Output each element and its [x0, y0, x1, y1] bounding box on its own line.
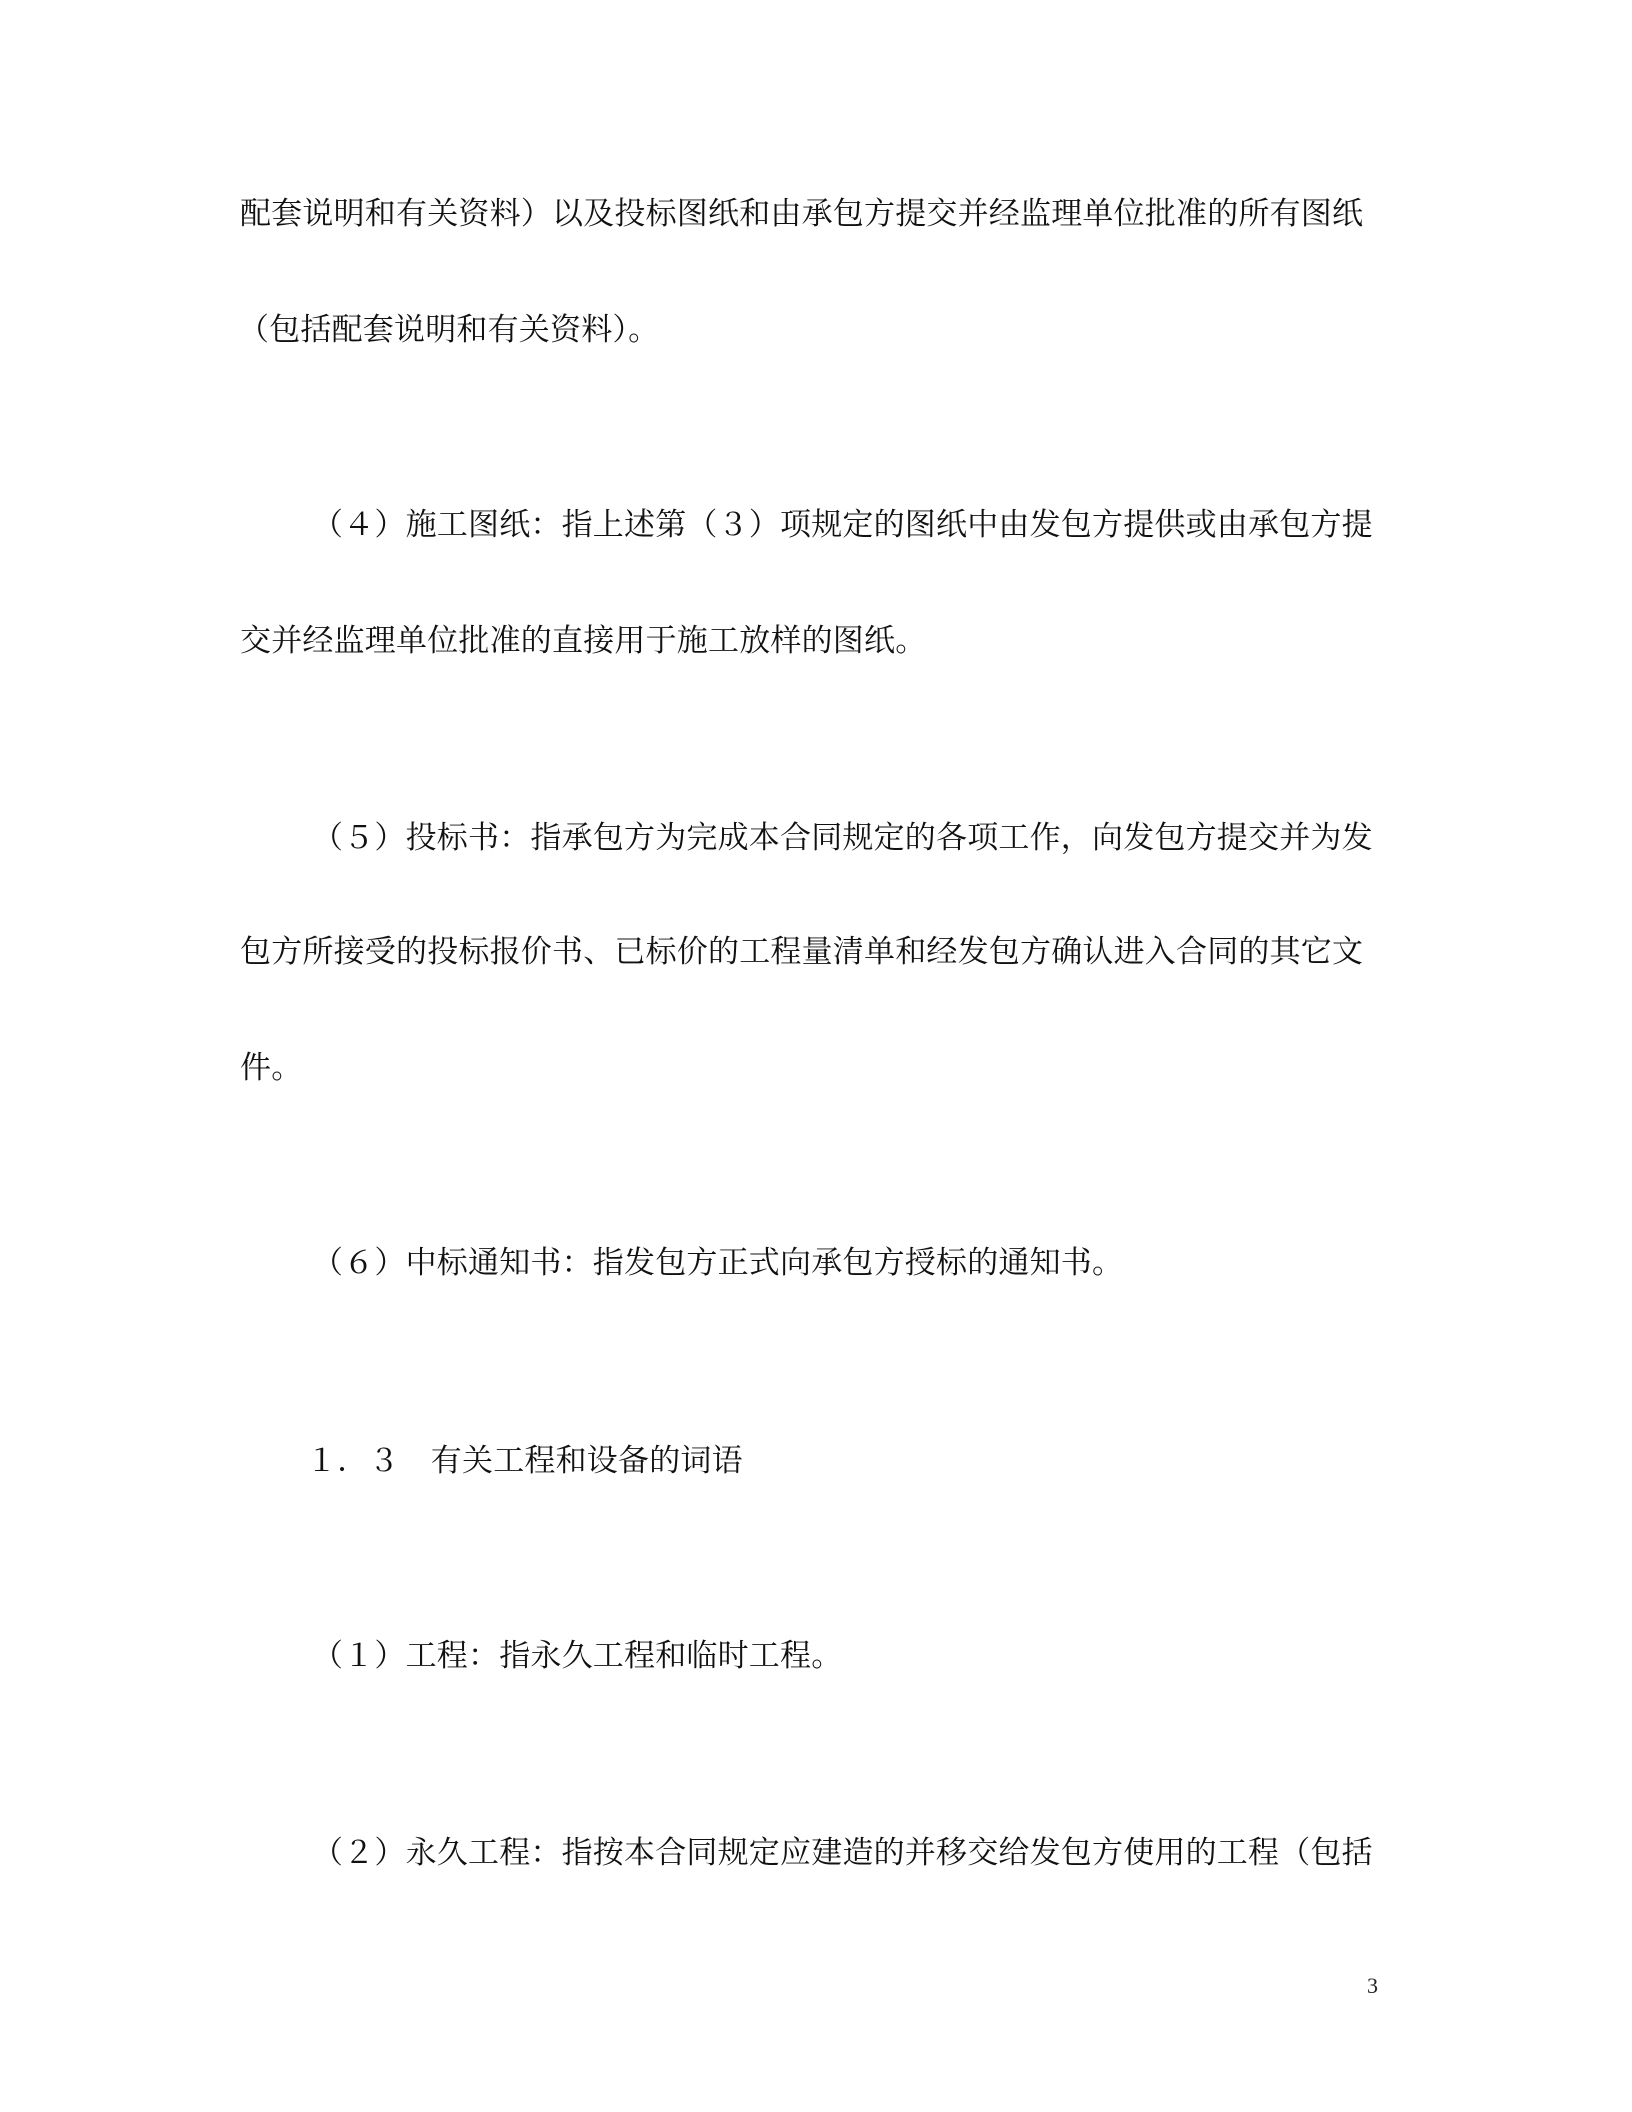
section-heading: １．３ 有关工程和设备的词语 [306, 1443, 743, 1479]
page-number: 3 [1367, 1973, 1378, 1998]
clause-5-line: 包方所接受的投标报价书、已标价的工程量清单和经发包方确认进入合同的其它文 [240, 934, 1364, 970]
clause-5-line: （５）投标书：指承包方为完成本合同规定的各项工作，向发包方提交并为发 [312, 820, 1373, 856]
clause-1-line: （１）工程：指永久工程和临时工程。 [312, 1638, 843, 1674]
clause-6-line: （６）中标通知书：指发包方正式向承包方授标的通知书。 [312, 1245, 1124, 1281]
clause-2-line: （２）永久工程：指按本合同规定应建造的并移交给发包方使用的工程（包括 [312, 1835, 1373, 1871]
clause-4-line: 交并经监理单位批准的直接用于施工放样的图纸。 [240, 623, 927, 659]
paragraph-line: 配套说明和有关资料）以及投标图纸和由承包方提交并经监理单位批准的所有图纸 [240, 196, 1364, 232]
clause-5-line: 件。 [240, 1050, 303, 1086]
paragraph-line: （包括配套说明和有关资料）。 [238, 312, 660, 348]
clause-4-line: （４）施工图纸：指上述第（３）项规定的图纸中由发包方提供或由承包方提 [312, 507, 1373, 543]
